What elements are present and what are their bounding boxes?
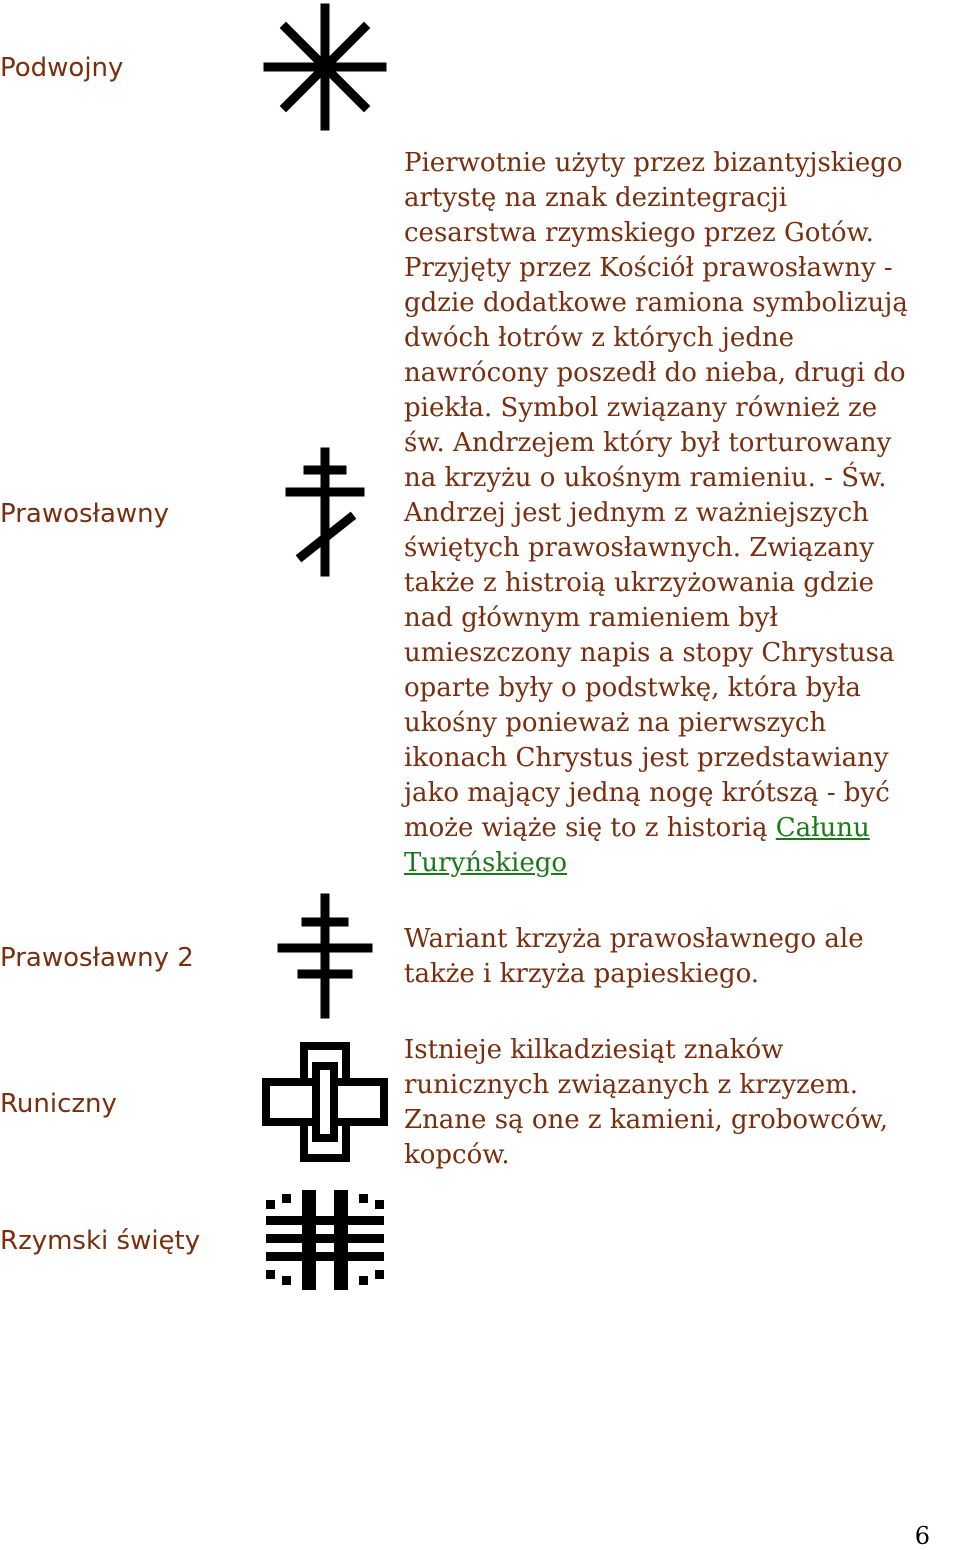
text-line: ukośny ponieważ na pierwszych [404, 708, 827, 738]
text-line: runicznych związanych z krzyzem. [404, 1070, 859, 1100]
label-podwojny: Podwojny [0, 53, 124, 83]
runic-description [404, 1033, 960, 1173]
text-line: umieszczony napis a stopy Chrystusa [404, 638, 895, 668]
label-prawoslawny: Prawosławny [0, 499, 170, 529]
text-line: Wariant krzyża prawosławnego ale [404, 924, 864, 954]
text-line: także z histroią ukrzyżowania gdzie [404, 568, 874, 598]
text-line: artystę na znak dezintegracji [404, 183, 788, 213]
text-line: nad głównym ramieniem był [404, 603, 778, 633]
label-prawoslawny-2: Prawosławny 2 [0, 943, 194, 973]
text-line: św. Andrzejem który był torturowany [404, 428, 892, 458]
runic-cross-icon [260, 1040, 390, 1164]
turin-shroud-link-cont[interactable]: Turyńskiego [404, 848, 568, 878]
text-line: cesarstwa rzymskiego przez Gotów. [404, 218, 874, 248]
orthodox-cross-icon [284, 446, 366, 578]
turin-shroud-link[interactable]: Całunu [775, 813, 870, 843]
text-fragment: może wiąże się to z historią [404, 813, 776, 843]
double-cross-asterisk-icon [262, 2, 388, 132]
text-line: kopców. [404, 1140, 510, 1170]
orthodox-description [404, 146, 960, 881]
text-line: na krzyżu o ukośnym ramieniu. - Św. [404, 463, 887, 493]
text-line: także i krzyża papieskiego. [404, 959, 760, 989]
label-rzymski-swiety: Rzymski święty [0, 1226, 201, 1256]
text-line: ikonach Chrystus jest przedstawiany [404, 743, 889, 773]
text-line [404, 811, 960, 846]
text-line: gdzie dodatkowe ramiona symbolizują [404, 288, 908, 318]
text-line: Istnieje kilkadziesiąt znaków [404, 1035, 784, 1065]
text-line: oparte były o podstwkę, która była [404, 673, 861, 703]
orthodox-cross-variant-icon [276, 892, 374, 1020]
text-line: dwóch łotrów z których jedne [404, 323, 794, 353]
text-line: Przyjęty przez Kościół prawosławny - [404, 253, 893, 283]
text-line: jako mający jedną nogę krótszą - być [404, 778, 890, 808]
text-line: świętych prawosławnych. Związany [404, 533, 875, 563]
page-number: 6 [914, 1522, 930, 1550]
text-line: nawrócony poszedł do nieba, drugi do [404, 358, 906, 388]
text-line: Andrzej jest jednym z ważniejszych [404, 498, 869, 528]
label-runiczny: Runiczny [0, 1089, 117, 1119]
text-line: piekła. Symbol związany również ze [404, 393, 878, 423]
roman-saint-cross-icon [262, 1186, 388, 1294]
text-line: Znane są one z kamieni, grobowców, [404, 1105, 888, 1135]
text-line [404, 846, 960, 881]
text-line: Pierwotnie użyty przez bizantyjskiego [404, 148, 903, 178]
orthodox2-description [404, 922, 960, 992]
